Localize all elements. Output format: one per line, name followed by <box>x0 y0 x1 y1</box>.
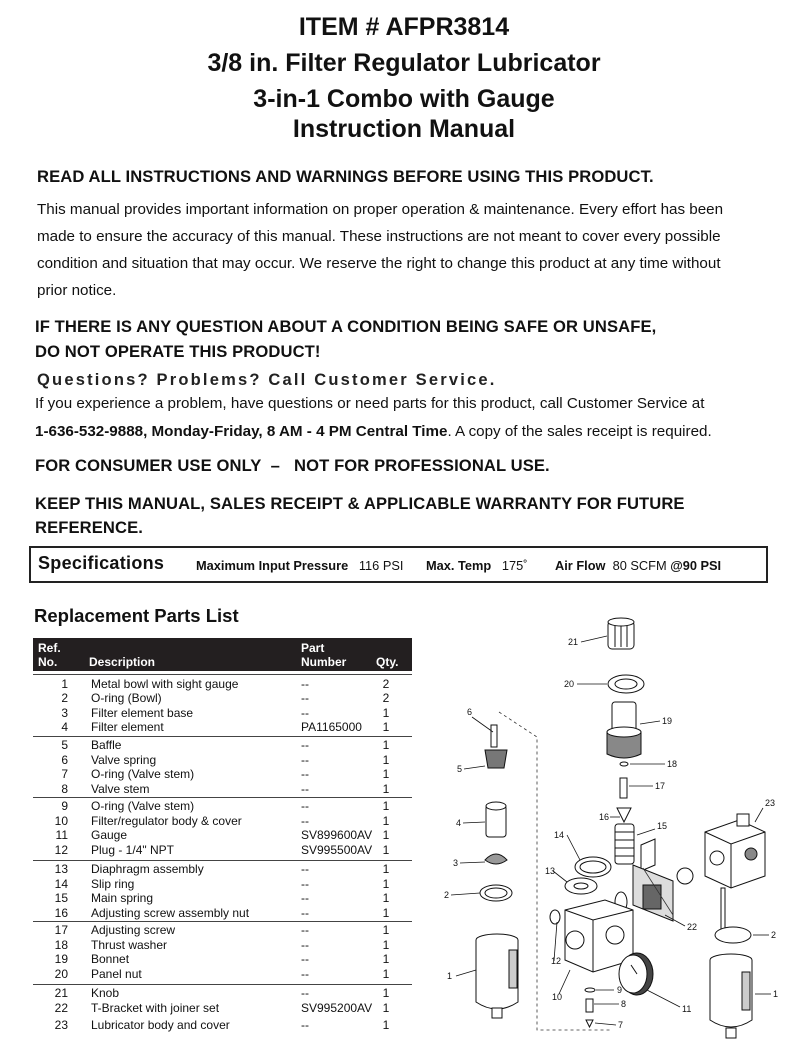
part-quantity: 1 <box>382 814 390 828</box>
part-ref-number: 15 <box>54 891 68 905</box>
parts-table-row <box>33 986 412 1001</box>
part-ref-number: 2 <box>61 691 68 705</box>
parts-table-header <box>33 638 412 671</box>
part-ref-number: 18 <box>54 938 68 952</box>
spec-max-temp <box>426 558 527 573</box>
parts-table-row <box>33 938 412 953</box>
part-description: Adjusting screw <box>91 923 176 937</box>
part-number: PA1165000 <box>301 720 362 734</box>
adjusting-screw-part <box>620 778 627 798</box>
parts-table-row <box>33 738 412 753</box>
part-description: Filter element base <box>91 706 194 720</box>
gauge-part <box>619 953 653 995</box>
spec-max-temp-value: 175˚ <box>501 558 528 573</box>
lubricator-bowl-part <box>710 954 752 1038</box>
part-quantity: 1 <box>382 891 390 905</box>
part-description: Valve spring <box>91 753 157 767</box>
keep-line: REFERENCE. <box>35 518 143 537</box>
part-ref-number: 22 <box>54 1001 68 1015</box>
part-number: -- <box>301 952 309 966</box>
group-divider <box>33 921 412 922</box>
callout-2a: 2 <box>444 890 450 900</box>
group-divider <box>33 984 412 985</box>
part-number: -- <box>301 767 309 781</box>
part-description: Metal bowl with sight gauge <box>91 677 239 691</box>
group-divider <box>33 797 412 798</box>
parts-table-row <box>33 967 412 982</box>
specifications-box <box>29 546 768 583</box>
part-quantity: 1 <box>382 906 390 920</box>
part-description: Baffle <box>91 738 122 752</box>
part-ref-number: 9 <box>61 799 68 813</box>
main-spring-part <box>615 824 634 864</box>
parts-table-row <box>33 891 412 906</box>
parts-table-row <box>33 691 412 706</box>
part-description: Knob <box>91 986 120 1000</box>
part-description: Slip ring <box>91 877 135 891</box>
metal-bowl-part <box>476 934 518 1018</box>
questions-heading: Questions? Problems? Call Customer Service. <box>37 371 497 389</box>
callout-2b: 2 <box>771 930 777 940</box>
part-number: SV899600AV <box>301 828 373 842</box>
part-description: Filter/regulator body & cover <box>91 814 242 828</box>
callout-3: 3 <box>453 858 459 868</box>
part-quantity: 2 <box>382 691 390 705</box>
part-ref-number: 17 <box>54 923 68 937</box>
callout-1b: 1 <box>773 989 779 999</box>
header-number: Number <box>301 655 347 669</box>
service-tail: . A copy of the sales receipt is required. <box>447 423 712 440</box>
part-description: Gauge <box>91 828 128 842</box>
parts-table-row <box>33 862 412 877</box>
parts-table-row <box>33 782 412 797</box>
part-description: Bonnet <box>91 952 130 966</box>
part-quantity: 1 <box>382 877 390 891</box>
part-quantity: 1 <box>382 1018 390 1032</box>
part-description: Panel nut <box>91 967 142 981</box>
spec-max-input-label: Maximum Input Pressure <box>196 558 349 573</box>
header-description: Description <box>89 655 156 669</box>
group-divider <box>33 860 412 861</box>
safety-warning <box>35 314 656 364</box>
callout-12: 12 <box>551 956 562 966</box>
part-description: O-ring (Valve stem) <box>91 767 195 781</box>
parts-table-row <box>33 843 412 858</box>
part-number: -- <box>301 799 309 813</box>
part-number: -- <box>301 1018 309 1032</box>
callout-4: 4 <box>456 818 462 828</box>
part-quantity: 2 <box>382 677 390 691</box>
part-quantity: 1 <box>382 767 390 781</box>
callout-6: 6 <box>467 707 473 717</box>
specifications-title: Specifications <box>38 553 165 573</box>
manual-title: Instruction Manual <box>292 115 516 143</box>
parts-table-row <box>33 753 412 768</box>
part-ref-number: 23 <box>54 1018 68 1032</box>
service-line: If you experience a problem, have questions or need parts for this product, call Customer Service at <box>35 395 705 412</box>
parts-table-row <box>33 906 412 921</box>
bonnet-part <box>607 702 641 758</box>
callout-14: 14 <box>554 830 565 840</box>
intro-line: prior notice. <box>37 282 117 299</box>
parts-table-row <box>33 952 412 967</box>
part-number: -- <box>301 923 309 937</box>
part-quantity: 1 <box>382 923 390 937</box>
intro-line: This manual provides important information on proper operation & maintenance. Every effort has been <box>37 201 724 218</box>
parts-table-row <box>33 767 412 782</box>
parts-table-row <box>33 720 412 735</box>
header-qty: Qty. <box>376 655 399 669</box>
intro-paragraph <box>37 196 777 304</box>
callout-18: 18 <box>667 759 678 769</box>
safety-line: DO NOT OPERATE THIS PRODUCT! <box>35 342 321 361</box>
callout-17: 17 <box>655 781 666 791</box>
spec-air-flow-value: 80 SCFM <box>612 558 667 573</box>
callout-10: 10 <box>552 992 563 1002</box>
callout-5: 5 <box>457 764 463 774</box>
part-number: -- <box>301 706 309 720</box>
callout-15: 15 <box>657 821 668 831</box>
part-description: Lubricator body and cover <box>91 1018 230 1032</box>
part-quantity: 1 <box>382 986 390 1000</box>
parts-table-row <box>33 1001 412 1016</box>
header-part: Part <box>301 641 325 655</box>
parts-table-row <box>33 877 412 892</box>
part-description: O-ring (Bowl) <box>91 691 162 705</box>
header-ref: Ref. <box>38 641 61 655</box>
exploded-parts-diagram <box>415 610 808 1061</box>
part-quantity: 1 <box>382 738 390 752</box>
part-quantity: 1 <box>382 843 390 857</box>
parts-table-row <box>33 799 412 814</box>
intro-line: condition and situation that may occur. We reserve the right to change this product at any time without <box>37 255 721 272</box>
intro-line: made to ensure the accuracy of this manual. These instructions are not meant to cover every possible <box>37 228 721 245</box>
parts-table-row <box>33 828 412 843</box>
part-description: O-ring (Valve stem) <box>91 799 195 813</box>
bracket-part <box>641 839 655 871</box>
callout-23: 23 <box>765 798 776 808</box>
spec-max-input-value: 116 PSI <box>358 558 404 573</box>
part-quantity: 1 <box>382 828 390 842</box>
part-ref-number: 20 <box>54 967 68 981</box>
part-ref-number: 3 <box>61 706 68 720</box>
callout-13: 13 <box>545 866 556 876</box>
part-quantity: 1 <box>382 720 390 734</box>
part-description: Filter element <box>91 720 164 734</box>
part-ref-number: 12 <box>54 843 68 857</box>
parts-table-row <box>33 923 412 938</box>
header-no: No. <box>38 655 58 669</box>
part-number: -- <box>301 986 309 1000</box>
part-ref-number: 1 <box>61 677 68 691</box>
part-quantity: 1 <box>382 782 390 796</box>
part-number: -- <box>301 967 309 981</box>
callout-1a: 1 <box>447 971 453 981</box>
part-number: -- <box>301 677 309 691</box>
spec-max-temp-label: Max. Temp <box>426 558 492 573</box>
lubricator-body-part <box>705 814 765 930</box>
part-ref-number: 11 <box>55 828 68 842</box>
part-number: -- <box>301 814 309 828</box>
part-description: Diaphragm assembly <box>91 862 204 876</box>
item-number-title: ITEM # AFPR3814 <box>298 13 510 41</box>
spec-air-flow-at: @90 PSI <box>670 558 722 573</box>
part-number: -- <box>301 691 309 705</box>
parts-list-title: Replacement Parts List <box>34 605 239 626</box>
part-number: -- <box>301 782 309 796</box>
combo-title: 3-in-1 Combo with Gauge <box>253 85 555 113</box>
knob-part <box>608 618 634 649</box>
callout-11: 11 <box>682 1004 692 1014</box>
part-ref-number: 4 <box>61 720 68 734</box>
part-number: -- <box>301 938 309 952</box>
part-description: Plug - 1/4" NPT <box>91 843 174 857</box>
part-number: -- <box>301 877 309 891</box>
callout-20: 20 <box>564 679 575 689</box>
part-number: SV995200AV <box>301 1001 373 1015</box>
part-description: Valve stem <box>91 782 150 796</box>
part-description: Thrust washer <box>91 938 168 952</box>
callout-21: 21 <box>568 637 579 647</box>
spec-air-flow <box>555 558 721 573</box>
part-number: SV995500AV <box>301 843 373 857</box>
keep-line: KEEP THIS MANUAL, SALES RECEIPT & APPLICABLE WARRANTY FOR FUTURE <box>35 494 685 513</box>
service-paragraph <box>35 390 775 446</box>
part-quantity: 1 <box>382 753 390 767</box>
part-quantity: 1 <box>382 1001 390 1015</box>
product-name-title: 3/8 in. Filter Regulator Lubricator <box>207 49 601 77</box>
consumer-use-notice: FOR CONSUMER USE ONLY – NOT FOR PROFESSIONAL USE. <box>35 456 550 475</box>
part-quantity: 1 <box>382 799 390 813</box>
parts-table-row <box>33 1018 412 1033</box>
spec-max-input <box>196 558 403 573</box>
part-number: -- <box>301 753 309 767</box>
parts-table-row <box>33 814 412 829</box>
part-ref-number: 16 <box>54 906 68 920</box>
part-quantity: 1 <box>382 862 390 876</box>
part-number: -- <box>301 862 309 876</box>
callout-22: 22 <box>687 922 698 932</box>
part-quantity: 1 <box>382 706 390 720</box>
group-divider <box>33 736 412 737</box>
part-ref-number: 10 <box>54 814 68 828</box>
part-number: -- <box>301 906 309 920</box>
part-ref-number: 13 <box>54 862 68 876</box>
part-number: -- <box>301 891 309 905</box>
parts-table-row <box>33 706 412 721</box>
safety-line: IF THERE IS ANY QUESTION ABOUT A CONDITION BEING SAFE OR UNSAFE, <box>35 317 657 336</box>
part-ref-number: 7 <box>61 767 68 781</box>
part-ref-number: 21 <box>54 986 68 1000</box>
service-phone: 1-636-532-9888, Monday-Friday, 8 AM - 4 PM Central Time <box>35 423 448 440</box>
read-all-warning: READ ALL INSTRUCTIONS AND WARNINGS BEFORE USING THIS PRODUCT. <box>37 167 654 186</box>
table-top-rule <box>33 674 412 675</box>
callout-16: 16 <box>599 812 610 822</box>
part-ref-number: 19 <box>54 952 68 966</box>
callout-8: 8 <box>621 999 627 1009</box>
part-ref-number: 6 <box>61 753 68 767</box>
callout-9: 9 <box>617 985 623 995</box>
part-ref-number: 8 <box>61 782 68 796</box>
keep-manual-notice <box>35 492 685 540</box>
part-quantity: 1 <box>382 938 390 952</box>
callout-7: 7 <box>618 1020 624 1030</box>
part-ref-number: 5 <box>61 738 68 752</box>
spec-air-flow-label: Air Flow <box>555 558 606 573</box>
part-number: -- <box>301 738 309 752</box>
service-line <box>35 418 775 446</box>
part-description: Main spring <box>91 891 154 905</box>
part-ref-number: 14 <box>54 877 68 891</box>
parts-table-row <box>33 677 412 692</box>
part-description: T-Bracket with joiner set <box>91 1001 220 1015</box>
callout-19: 19 <box>662 716 673 726</box>
part-description: Adjusting screw assembly nut <box>91 906 250 920</box>
part-quantity: 1 <box>382 967 390 981</box>
part-quantity: 1 <box>382 952 390 966</box>
